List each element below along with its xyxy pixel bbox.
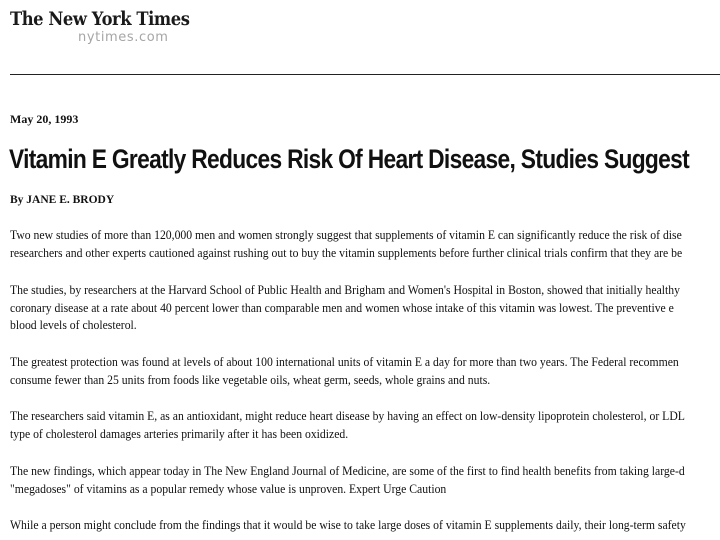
article-paragraph-6 bbox=[10, 516, 720, 534]
paragraph-line: The researchers said vitamin E, as an antioxidant, might reduce heart disease by having an effect on low-density lipoprotein cholesterol, or LDL bbox=[10, 408, 685, 423]
paragraph-line: The greatest protection was found at levels of about 100 international units of vitamin E a day for more than two years. The Federal recommen bbox=[10, 354, 679, 369]
article-paragraph-5 bbox=[10, 462, 720, 497]
article-paragraph-1 bbox=[10, 226, 720, 261]
nyt-logo: The New York Times bbox=[10, 8, 190, 30]
article-paragraph-2 bbox=[10, 281, 720, 334]
paragraph-line: The new findings, which appear today in The New England Journal of Medicine, are some of the first to find health benefits from taking large-d bbox=[10, 463, 685, 478]
masthead bbox=[10, 8, 210, 48]
article-date: May 20, 1993 bbox=[10, 112, 79, 126]
paragraph-line: researchers and other experts cautioned against rushing out to buy the vitamin supplements before further clinical trials confirm that they are be bbox=[10, 244, 683, 260]
paragraph-line: The studies, by researchers at the Harvard School of Public Health and Brigham and Women's Hospital in Boston, showed that initially healthy bbox=[10, 282, 680, 297]
article-paragraph-3 bbox=[10, 353, 720, 388]
paragraph-line: type of cholesterol damages arteries primarily after it has been oxidized. bbox=[10, 425, 349, 441]
article-paragraph-4 bbox=[10, 407, 720, 442]
paragraph-line: While a person might conclude from the findings that it would be wise to take large doses of vitamin E supplements daily, their long-term safety bbox=[10, 517, 686, 532]
header-divider bbox=[10, 74, 720, 75]
site-name: nytimes.com bbox=[78, 30, 169, 45]
paragraph-line: consume fewer than 25 units from foods like vegetable oils, wheat germ, seeds, whole grains and nuts. bbox=[10, 371, 491, 387]
article-byline: By JANE E. BRODY bbox=[10, 194, 115, 206]
paragraph-line: "megadoses" of vitamins as a popular remedy whose value is unproven. Expert Urge Caution bbox=[10, 480, 447, 496]
paragraph-line: blood levels of cholesterol. bbox=[10, 317, 137, 332]
article-headline: Vitamin E Greatly Reduces Risk Of Heart Disease, Studies Suggest bbox=[9, 144, 690, 174]
paragraph-line: coronary disease at a rate about 40 percent lower than comparable men and women whose intake of this vitamin was lowest. The preventive e bbox=[10, 299, 674, 315]
paragraph-line: Two new studies of more than 120,000 men and women strongly suggest that supplements of vitamin E can significantly reduce the risk of dise bbox=[10, 227, 682, 242]
